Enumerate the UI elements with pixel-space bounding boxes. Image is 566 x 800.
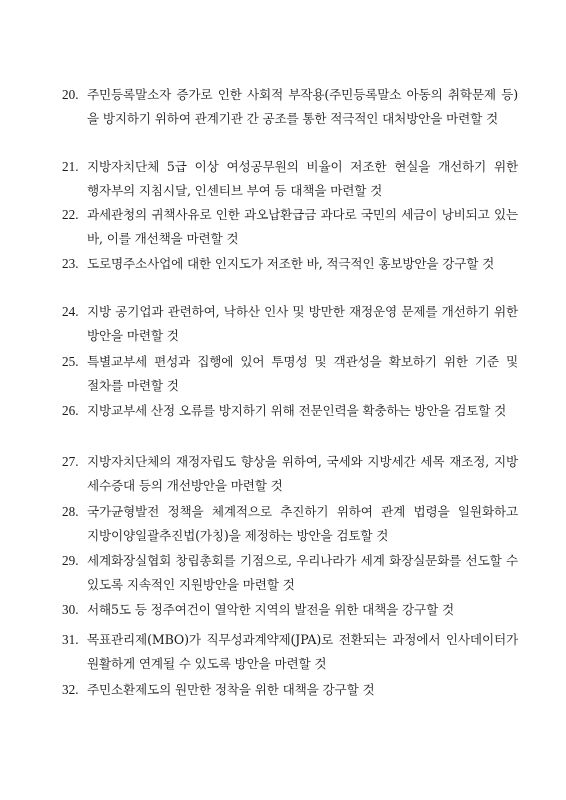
item-number: 29. — [62, 553, 79, 568]
item-number: 30. — [62, 602, 79, 617]
item-text: 지방자치단체 5급 이상 여성공무원의 비율이 저조한 현실을 개선하기 위한 행자부의 지침시달, 인센티브 부여 등 대책을 마련할 것 — [87, 159, 518, 198]
item-number: 26. — [62, 403, 79, 418]
item-number: 27. — [62, 454, 79, 469]
item-number: 24. — [62, 304, 79, 319]
item-text: 주민등록말소자 증가로 인한 사회적 부작용(주민등록말소 아동의 취학문제 등)을 방지하기 위하여 관계기관 간 공조를 통한 적극적인 대처방안을 마련할 것 — [87, 87, 518, 126]
item-number: 21. — [62, 159, 79, 174]
item-text: 지방자치단체의 재정자립도 향상을 위하여, 국세와 지방세간 세목 재조정, 지방 세수증대 등의 개선방안을 마련할 것 — [87, 454, 518, 493]
item-text: 특별교부세 편성과 집행에 있어 투명성 및 객관성을 확보하기 위한 기준 및 절차를 마련할 것 — [87, 354, 518, 393]
item-number: 20. — [62, 87, 79, 102]
item-number: 32. — [62, 682, 79, 697]
item-number: 31. — [62, 632, 79, 647]
item-text: 지방 공기업과 관련하여, 낙하산 인사 및 방만한 재정운영 문제를 개선하기 위한 방안을 마련할 것 — [87, 304, 518, 343]
list-item — [62, 399, 518, 423]
list-item — [62, 549, 518, 597]
item-number: 22. — [62, 207, 79, 222]
item-text: 국가균형발전 정책을 체계적으로 추진하기 위하여 관계 법령을 일원화하고 지방이양일괄추진법(가칭)을 제정하는 방안을 검토할 것 — [87, 504, 518, 543]
item-text: 서해5도 등 정주여건이 열악한 지역의 발전을 위한 대책을 강구할 것 — [87, 602, 454, 617]
list-item — [62, 300, 518, 348]
list-item — [62, 252, 518, 276]
list-item — [62, 450, 518, 498]
list-item — [62, 598, 518, 622]
item-number: 25. — [62, 354, 79, 369]
list-item — [62, 155, 518, 203]
item-text: 목표관리제(MBO)가 직무성과계약제(JPA)로 전환되는 과정에서 인사데이터가 원활하게 연계될 수 있도록 방안을 마련할 것 — [87, 632, 518, 671]
list-item — [62, 678, 518, 702]
item-text: 과세관청의 귀책사유로 인한 과오납환급금 과다로 국민의 세금이 낭비되고 있는 바, 이를 개선책을 마련할 것 — [87, 207, 518, 246]
list-item — [62, 628, 518, 676]
list-item — [62, 203, 518, 251]
item-text: 도로명주소사업에 대한 인지도가 저조한 바, 적극적인 홍보방안을 강구할 것 — [87, 256, 495, 271]
item-text: 세계화장실협회 창립총회를 기점으로, 우리나라가 세계 화장실문화를 선도할 수 있도록 지속적인 지원방안을 마련할 것 — [87, 553, 518, 592]
list-item — [62, 500, 518, 548]
list-item — [62, 83, 518, 131]
item-number: 23. — [62, 256, 79, 271]
item-text: 주민소환제도의 원만한 정착을 위한 대책을 강구할 것 — [87, 682, 375, 697]
item-text: 지방교부세 산정 오류를 방지하기 위해 전문인력을 확충하는 방안을 검토할 것 — [87, 403, 507, 418]
item-number: 28. — [62, 504, 79, 519]
list-item — [62, 350, 518, 398]
